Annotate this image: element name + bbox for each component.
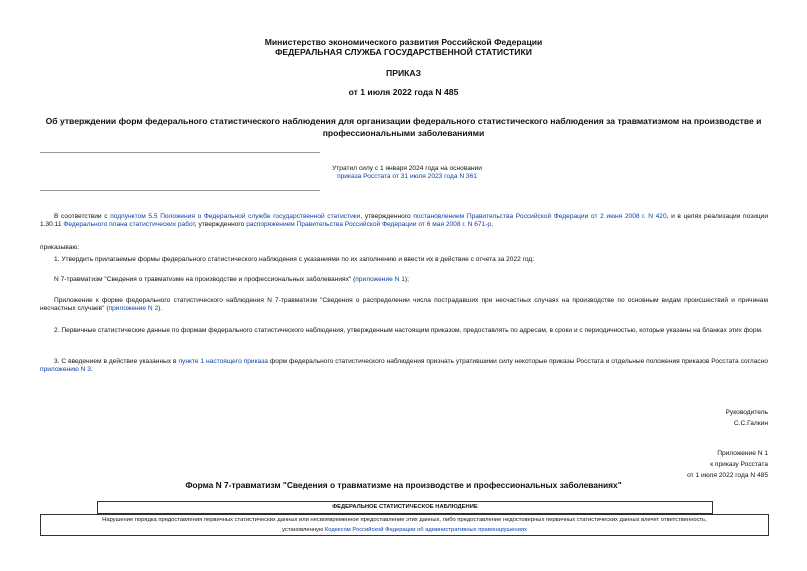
repeal-text: Утратил силу с 1 января 2024 года на основании xyxy=(332,165,482,172)
link-code[interactable]: Кодексом xyxy=(324,527,351,533)
link-subpoint[interactable]: подпунктом 5.5 xyxy=(110,213,158,220)
item-3 xyxy=(40,358,768,374)
liability-note xyxy=(40,514,769,536)
link-regulation[interactable]: Положения о Федеральной службе государственной статистики xyxy=(160,213,361,220)
appendix-line-1: Приложение N 1 xyxy=(717,450,768,457)
appendix-line-3: от 1 июля 2022 года N 485 xyxy=(687,472,768,479)
liability-note-line-1: Нарушение порядка предоставления первичных статистических данных или несвоевременное предоставление этих данных, либо предоставление недостоверных первичных статистических данных влечет ответственность, xyxy=(102,517,707,523)
order-word: приказываю: xyxy=(40,244,80,251)
liability-note-text: установленную xyxy=(282,527,325,533)
link-decree[interactable]: постановлением Правительства Российской Федерации от 2 июня 2008 г. N 420 xyxy=(413,213,667,220)
form-title: Форма N 7-травматизм "Сведения о травматизме на производстве и профессиональных заболеваниях" xyxy=(185,480,622,490)
item-3-text: форм федерального статистического наблюдения признать утратившими силу некоторые приказы Росстата и отдельные положения приказов Росстата согласно xyxy=(267,358,769,365)
form-2-text: Приложение к форме федерального статистического наблюдения N 7-травматизм "Сведения о распределении числа пострадавших при несчастных случаях на производстве по основным видам происшествий и причинам несчастных случаев" ( xyxy=(40,297,768,313)
ministry-name: Министерство экономического развития Российской Федерации xyxy=(264,37,543,47)
link-point-1[interactable]: пункте 1 настоящего приказа xyxy=(178,358,268,365)
form-1-line xyxy=(40,276,768,284)
link-code-full[interactable]: Российской Федерации об административных правонарушениях xyxy=(352,527,527,533)
divider-bottom xyxy=(40,190,320,191)
doc-date-number: от 1 июля 2022 года N 485 xyxy=(348,87,459,97)
link-order[interactable]: распоряжением Правительства Российской Федерации от 6 мая 2008 г. N 671-р xyxy=(246,221,492,229)
repeal-note xyxy=(322,165,492,181)
liability-note-line-2 xyxy=(41,525,768,535)
repeal-link[interactable]: приказа Росстата от 31 июля 2023 года N 361 xyxy=(337,173,477,181)
item-3-end: . xyxy=(90,366,93,374)
preamble-text: В соответствии с xyxy=(54,213,111,220)
signature-role: Руководитель xyxy=(725,409,768,416)
preamble-text: , xyxy=(491,221,493,229)
appendix-line-2: к приказу Росстата xyxy=(710,461,768,468)
link-appendix-2[interactable]: приложение N 2 xyxy=(108,305,159,313)
form-2-line xyxy=(40,297,768,313)
divider-top xyxy=(40,152,320,153)
doc-title: Об утверждении форм федерального статистического наблюдения для организации федерального статистического наблюдения за травматизмом на производстве и профессиональными заболеваниями xyxy=(45,116,762,138)
preamble xyxy=(40,213,768,229)
item-1: 1. Утвердить прилагаемые формы федерального статистического наблюдения с указаниями по их заполнению и ввести их в действие с отчета за 2022 год: xyxy=(54,256,535,263)
item-2: 2. Первичные статистические данные по формам федерального статистического наблюдения, утвержденным настоящим приказом, предоставлять по адресам, в сроки и с периодичностью, которые указаны на бланках этих форм. xyxy=(54,327,763,334)
item-3-text: 3. С введением в действие указанных в xyxy=(54,358,179,365)
link-appendix-3[interactable]: приложению N 3 xyxy=(40,366,91,374)
preamble-text: , и в целях реализации позиции 1.30.11 xyxy=(40,213,769,229)
service-name: ФЕДЕРАЛЬНАЯ СЛУЖБА ГОСУДАРСТВЕННОЙ СТАТИСТИКИ xyxy=(275,47,532,57)
preamble-text: , утвержденного xyxy=(194,221,247,229)
federal-observation-box: ФЕДЕРАЛЬНОЕ СТАТИСТИЧЕСКОЕ НАБЛЮДЕНИЕ xyxy=(97,501,713,514)
form-2-end: ). xyxy=(158,305,163,313)
form-1-text: N 7-травматизм "Сведения о травматизме на производстве и профессиональных заболеваниях" ( xyxy=(54,276,356,283)
doc-type: ПРИКАЗ xyxy=(386,68,421,78)
signature-name: С.С.Галкин xyxy=(733,420,768,427)
link-appendix-1[interactable]: приложение N 1 xyxy=(355,276,405,283)
preamble-text: , утвержденного xyxy=(360,213,414,220)
form-1-end: ); xyxy=(404,276,409,283)
link-federal-plan[interactable]: Федерального плана статистических работ xyxy=(63,221,195,229)
